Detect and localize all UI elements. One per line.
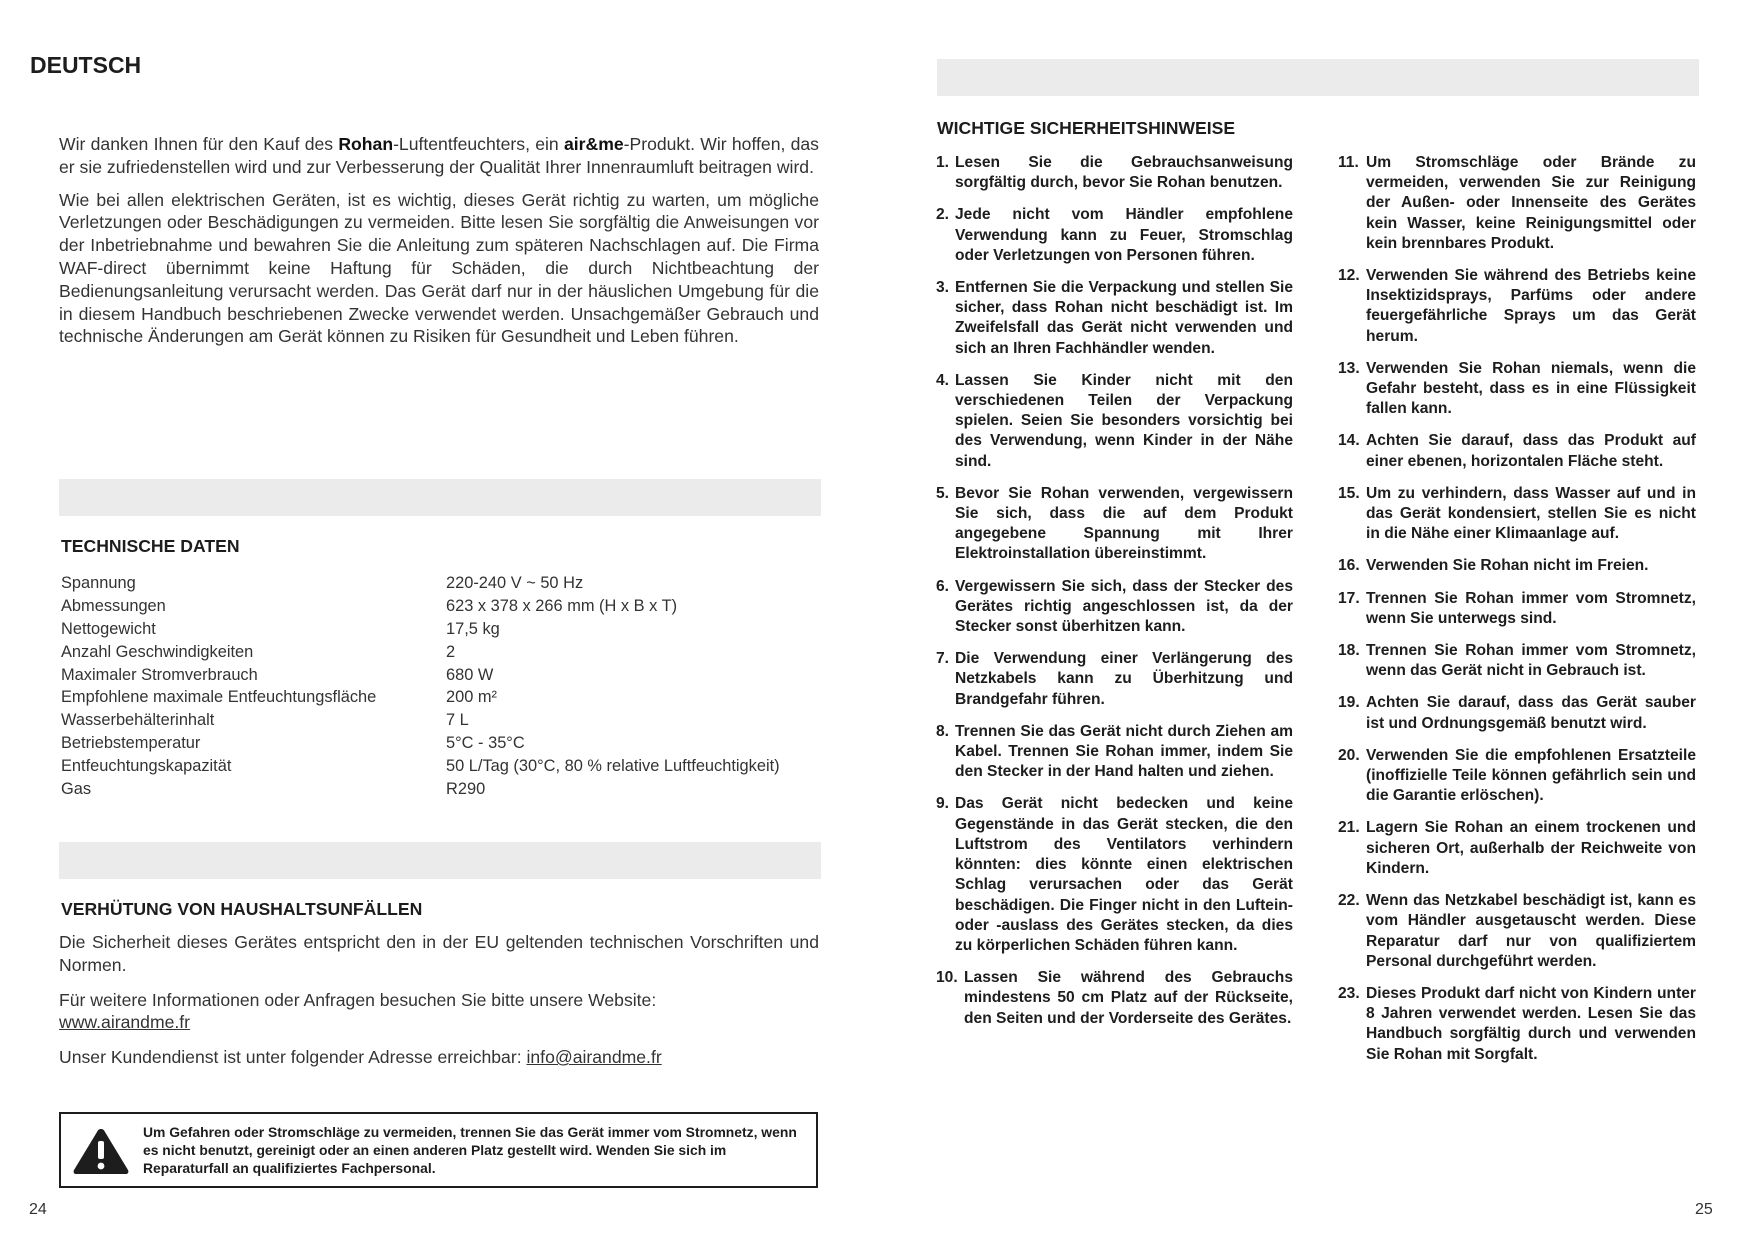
safety-item-text: Verwenden Sie Rohan niemals, wenn die Gefahr besteht, dass es in eine Flüssigkeit fallen kann. bbox=[1366, 359, 1696, 418]
safety-item-text: Lassen Sie Kinder nicht mit den verschiedenen Teilen der Verpackung spielen. Seien Sie besonders vorsichtig bei des Verwendung, wenn Kinder in der Nähe sind. bbox=[955, 371, 1293, 470]
safety-item-number: 11. bbox=[1338, 154, 1359, 171]
safety-item-text: Lagern Sie Rohan an einem trockenen und sicheren Ort, außerhalb der Reichweite von Kindern. bbox=[1366, 819, 1696, 877]
safety-item bbox=[1338, 641, 1696, 681]
safety-item bbox=[936, 649, 1293, 710]
safety-item-number: 18. bbox=[1338, 642, 1360, 660]
spec-row bbox=[61, 618, 821, 641]
safety-column-left bbox=[936, 153, 1293, 1041]
safety-item-number: 8. bbox=[936, 722, 950, 740]
brand-airandme: air&me bbox=[563, 134, 624, 154]
email-link[interactable]: info@airandme.fr bbox=[526, 1047, 662, 1068]
safety-item bbox=[1338, 746, 1696, 807]
safety-item-number: 2. bbox=[936, 206, 950, 224]
spec-row bbox=[61, 595, 821, 618]
safety-item bbox=[936, 153, 1293, 193]
spec-label: Nettogewicht bbox=[61, 619, 156, 638]
safety-item-text: Verwenden Sie während des Betriebs keine Insektizidsprays, Parfüms oder andere feuergefährliche Sprays um das Gerät herum. bbox=[1366, 267, 1696, 345]
safety-item-number: 13. bbox=[1338, 359, 1360, 377]
spec-row bbox=[61, 572, 821, 595]
warning-box bbox=[59, 1112, 818, 1188]
warning-text: Um Gefahren oder Stromschläge zu vermeiden, trennen Sie das Gerät immer vom Stromnetz, wenn es nicht benutzt, gereinigt oder an einen anderen Platz gestellt wird. Wenden Sie sich im Reparaturfall an qualifiziertes Fachpersonal. bbox=[143, 1124, 797, 1176]
prevention-paragraph-2: Für weitere Informationen oder Anfragen besuchen Sie bitte unsere Website: www.airandme.fr bbox=[59, 989, 657, 1033]
safety-item-number: 5. bbox=[936, 484, 950, 502]
spec-value: 5°C - 35°C bbox=[446, 734, 525, 753]
safety-item bbox=[1338, 589, 1696, 629]
spec-row bbox=[61, 778, 821, 801]
spec-value: R290 bbox=[446, 780, 486, 799]
spec-value: 680 W bbox=[446, 665, 494, 684]
safety-item-number: 20. bbox=[1338, 746, 1360, 764]
safety-item-number: 7. bbox=[936, 650, 950, 668]
safety-item-number: 10. bbox=[936, 969, 958, 987]
spec-row bbox=[61, 732, 821, 755]
spec-label: Gas bbox=[61, 780, 92, 799]
spec-value: 17,5 kg bbox=[446, 619, 500, 638]
safety-item bbox=[936, 484, 1293, 565]
safety-item bbox=[1338, 431, 1696, 471]
prevention-paragraph-3: Unser Kundendienst ist unter folgender Adresse erreichbar: info@airandme.fr bbox=[59, 1047, 662, 1068]
tech-section-bar bbox=[59, 479, 821, 516]
safety-item-text: Um Stromschläge oder Brände zu vermeiden, verwenden Sie zur Reinigung der Außen- oder Innenseite des Gerätes kein Wasser, keine Reinigungsmittel oder kein brennbares Produkt. bbox=[1366, 154, 1696, 252]
spec-value: 220-240 V ~ 50 Hz bbox=[446, 574, 584, 592]
safety-item bbox=[1338, 556, 1696, 576]
safety-item-text: Bevor Sie Rohan verwenden, vergewissern Sie sich, dass die auf dem Produkt angegebene Spannung mit Ihrer Elektroinstallation übereinstimmt. bbox=[955, 484, 1293, 563]
warning-icon bbox=[71, 1126, 131, 1176]
spec-value: 623 x 378 x 266 mm (H x B x T) bbox=[446, 596, 678, 615]
safety-item bbox=[1338, 818, 1696, 879]
spec-label: Spannung bbox=[61, 574, 136, 592]
page-number-left: 24 bbox=[29, 1201, 47, 1218]
safety-item-text: Vergewissern Sie sich, dass der Stecker des Gerätes richtig angeschlossen ist, da der Stecker sonst überhitzen kann. bbox=[955, 577, 1293, 636]
safety-item-text: Verwenden Sie Rohan nicht im Freien. bbox=[1366, 557, 1649, 575]
spec-value: 2 bbox=[446, 642, 456, 661]
prevention-section-bar bbox=[59, 842, 821, 879]
safety-item-text: Trennen Sie Rohan immer vom Stromnetz, wenn Sie unterwegs sind. bbox=[1366, 589, 1696, 627]
safety-item-number: 12. bbox=[1338, 267, 1360, 285]
safety-item bbox=[936, 794, 1293, 956]
safety-item-text: Achten Sie darauf, dass das Produkt auf einer ebenen, horizontalen Fläche steht. bbox=[1366, 432, 1696, 470]
language-heading: DEUTSCH bbox=[30, 52, 142, 78]
safety-item-text: Wenn das Netzkabel beschädigt ist, kann es vom Händler ausgetauscht werden. Diese Reparatur darf nur von qualifiziertem Personal durchgeführt werden. bbox=[1366, 892, 1696, 970]
spec-label: Abmessungen bbox=[61, 596, 166, 615]
safety-item-number: 22. bbox=[1338, 892, 1360, 910]
spec-value: 200 m² bbox=[446, 688, 498, 707]
safety-item-text: Die Verwendung einer Verlängerung des Netzkabels kann zu Überhitzung und Brandgefahr führen. bbox=[955, 650, 1293, 708]
safety-item bbox=[936, 371, 1293, 472]
spec-row bbox=[61, 686, 821, 709]
safety-item-text: Entfernen Sie die Verpackung und stellen Sie sicher, dass Rohan nicht beschädigt ist. Im Zweifelsfall das Gerät nicht verwenden und sich an Ihren Fachhändler wenden. bbox=[955, 279, 1293, 357]
safety-item bbox=[936, 278, 1293, 359]
spec-label: Anzahl Geschwindigkeiten bbox=[61, 642, 254, 661]
safety-item-number: 14. bbox=[1338, 432, 1360, 450]
safety-title: WICHTIGE SICHERHEITSHINWEISE bbox=[937, 118, 1236, 138]
safety-item-text: Dieses Produkt darf nicht von Kindern unter 8 Jahren verwendet werden. Lesen Sie das Handbuch sorgfältig durch und verwenden Sie Rohan mit Sorgfalt. bbox=[1366, 984, 1696, 1063]
tech-title: TECHNISCHE DATEN bbox=[61, 536, 240, 556]
spec-row bbox=[61, 755, 821, 778]
safety-item-number: 6. bbox=[936, 577, 950, 595]
page-number-right: 25 bbox=[1695, 1201, 1713, 1218]
safety-item bbox=[1338, 266, 1696, 347]
safety-item bbox=[1338, 693, 1696, 733]
spec-row bbox=[61, 641, 821, 664]
intro-text bbox=[59, 133, 819, 358]
safety-item-number: 3. bbox=[936, 279, 950, 297]
spec-label: Entfeuchtungskapazität bbox=[61, 757, 232, 776]
intro-paragraph-1: Wir danken Ihnen für den Kauf des Rohan-Luftentfeuchters, ein air&me-Produkt. Wir hoffen, das er sie zufriedenstellen wird und zur Verbesserung der Qualität Ihrer Innenraumluft beitragen wird. bbox=[59, 134, 819, 177]
safety-item-text: Trennen Sie Rohan immer vom Stromnetz, wenn das Gerät nicht in Gebrauch ist. bbox=[1366, 642, 1696, 680]
safety-item-text: Jede nicht vom Händler empfohlene Verwendung kann zu Feuer, Stromschlag oder Verletzungen von Personen führen. bbox=[955, 206, 1293, 264]
safety-item-number: 17. bbox=[1338, 589, 1360, 607]
safety-section-bar bbox=[937, 59, 1699, 96]
tech-specs-table bbox=[61, 572, 821, 801]
safety-item-text: Trennen Sie das Gerät nicht durch Ziehen am Kabel. Trennen Sie Rohan immer, indem Sie den Stecker in der Hand halten und ziehen. bbox=[955, 722, 1293, 781]
safety-item bbox=[936, 577, 1293, 638]
safety-item-text: Das Gerät nicht bedecken und keine Gegenstände in das Gerät stecken, die den Luftstrom des Ventilators verhindern könnten: dies könnte einen elektrischen Schlag verursachen oder das Gerät beschädigen. Die Finger nicht in den Luftein- oder -auslass des Gerätes stecken, da dies zu körperlichen Schäden führen kann. bbox=[955, 795, 1293, 954]
prevention-title: VERHÜTUNG VON HAUSHALTSUNFÄLLEN bbox=[61, 899, 423, 919]
spec-label: Wasserbehälterinhalt bbox=[61, 711, 215, 730]
spec-row bbox=[61, 664, 821, 687]
spec-label: Empfohlene maximale Entfeuchtungsfläche bbox=[61, 688, 377, 707]
intro-paragraph-2: Wie bei allen elektrischen Geräten, ist es wichtig, dieses Gerät richtig zu warten, um mögliche Verletzungen oder Beschädigungen zu vermeiden. Bitte lesen Sie sorgfältig die Anweisungen vor der Inbetriebnahme und bewahren Sie die Anleitung zum späteren Nachschlagen auf. Die Firma WAF-direct übernimmt keine Haftung für Schäden, die durch Nichtbeachtung der Bedienungsanleitung verursacht werden. Das Gerät darf nur in der häuslichen Umgebung für die in diesem Handbuch beschriebenen Zwecke verwendet werden. Unsachgemäßer Gebrauch und technische Änderungen am Gerät können zu Risiken für Gesundheit und Leben führen. bbox=[59, 189, 819, 347]
safety-item bbox=[1338, 891, 1696, 972]
safety-item-text: Lassen Sie während des Gebrauchs mindestens 50 cm Platz auf der Rückseite, den Seiten und der Vorderseite des Gerätes. bbox=[964, 969, 1293, 1027]
safety-item bbox=[1338, 484, 1696, 545]
brand-rohan: Rohan bbox=[338, 134, 394, 154]
safety-item-number: 16. bbox=[1338, 557, 1360, 575]
safety-item-number: 4. bbox=[936, 371, 950, 389]
safety-column-right bbox=[1338, 153, 1696, 1077]
safety-item-number: 19. bbox=[1338, 694, 1360, 712]
spec-label: Betriebstemperatur bbox=[61, 734, 201, 753]
safety-item-text: Verwenden Sie die empfohlenen Ersatzteile (inoffizielle Teile können gefährlich sein und die Garantie erlöschen). bbox=[1366, 746, 1696, 805]
safety-item-number: 1. bbox=[936, 154, 950, 171]
spec-value: 7 L bbox=[446, 711, 469, 730]
safety-item-number: 21. bbox=[1338, 819, 1360, 837]
safety-item bbox=[1338, 359, 1696, 420]
safety-item bbox=[936, 205, 1293, 266]
prevention-paragraph-1: Die Sicherheit dieses Gerätes entspricht den in der EU geltenden technischen Vorschriften und Normen. bbox=[59, 932, 819, 975]
safety-item-text: Achten Sie darauf, dass das Gerät sauber ist und Ordnungsgemäß benutzt wird. bbox=[1366, 694, 1696, 732]
spec-label: Maximaler Stromverbrauch bbox=[61, 665, 258, 684]
safety-item-text: Um zu verhindern, dass Wasser auf und in das Gerät kondensiert, stellen Sie es nicht in die Nähe einer Klimaanlage auf. bbox=[1366, 484, 1696, 543]
spec-value: 50 L/Tag (30°C, 80 % relative Luftfeuchtigkeit) bbox=[446, 757, 780, 776]
website-link[interactable]: www.airandme.fr bbox=[59, 1012, 191, 1033]
safety-item-number: 15. bbox=[1338, 484, 1360, 502]
safety-item-text: Lesen Sie die Gebrauchsanweisung sorgfältig durch, bevor Sie Rohan benutzen. bbox=[955, 154, 1293, 192]
safety-item bbox=[936, 968, 1293, 1029]
safety-item-number: 9. bbox=[936, 795, 950, 813]
safety-item bbox=[1338, 984, 1696, 1065]
safety-item bbox=[1338, 153, 1696, 254]
prevention-text bbox=[59, 931, 819, 1081]
safety-item-number: 23. bbox=[1338, 984, 1360, 1002]
spec-row bbox=[61, 709, 821, 732]
safety-item bbox=[936, 722, 1293, 783]
